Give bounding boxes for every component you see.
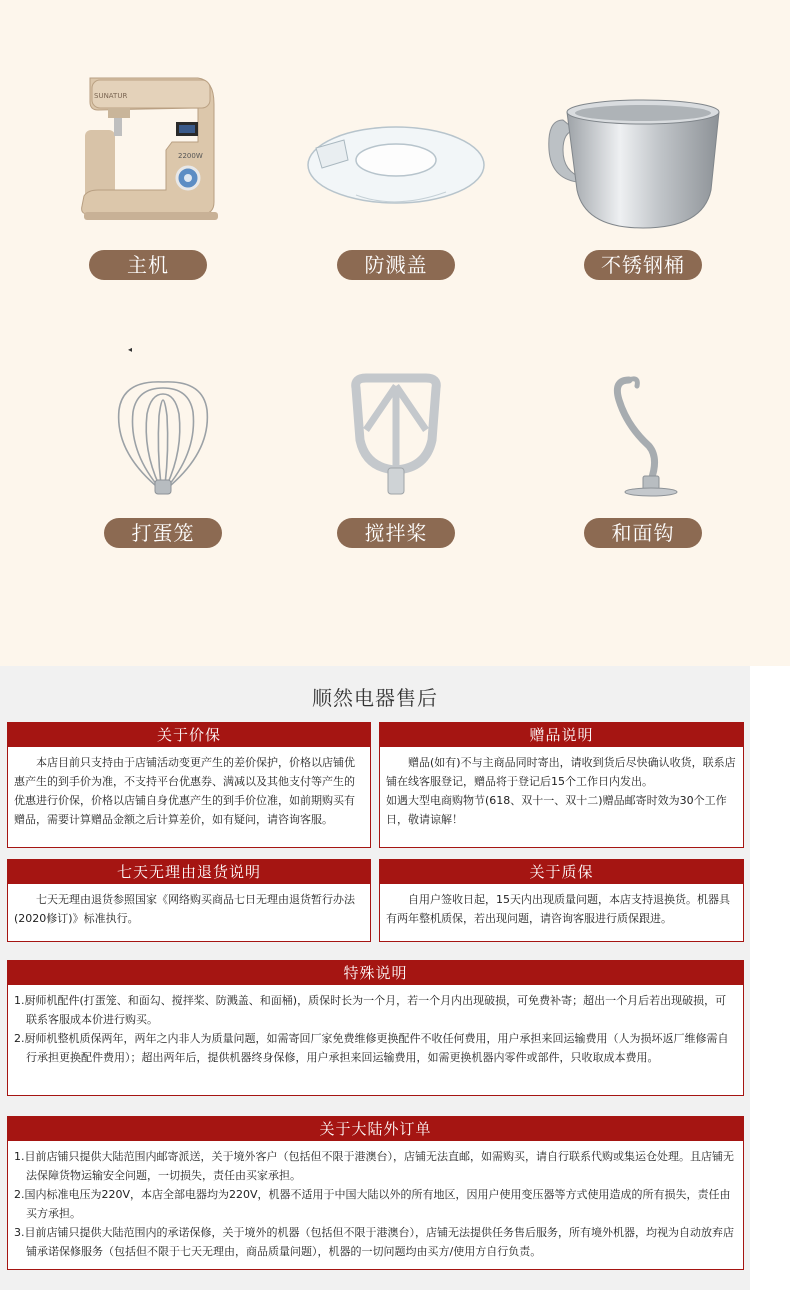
splash-guard-image (296, 60, 496, 230)
accessory-label-flat-beater: 搅拌桨 (337, 518, 455, 548)
steel-bowl-image (543, 60, 743, 230)
whisk-image (63, 330, 263, 500)
return-policy-card (7, 859, 371, 942)
return-policy-heading: 七天无理由退货说明 (8, 860, 370, 884)
special-note-item: 1.厨师机配件(打蛋笼、和面勾、搅拌桨、防溅盖、和面桶)，质保时长为一个月，若一个月内出现破损，可免费补寄；超出一个月后若出现破损，可联系客服成本价进行购买。 (14, 994, 727, 1026)
accessory-label-main-unit: 主机 (89, 250, 207, 280)
warranty-heading: 关于质保 (380, 860, 743, 884)
dough-hook-image (543, 330, 743, 500)
price-protection-card (7, 722, 371, 848)
small-arrow-mark: ◂ (128, 345, 133, 354)
after-sales-section (0, 666, 750, 1290)
accessory-flat-beater (296, 330, 496, 550)
gift-heading: 赠品说明 (380, 723, 743, 747)
accessory-dough-hook (543, 330, 743, 550)
price-protection-heading: 关于价保 (8, 723, 370, 747)
overseas-note-item: 3.目前店铺只提供大陆范围内的承诺保修，关于境外的机器（包括但不限于港澳台），店铺无法提供任务售后服务，所有境外机器，均视为自动放弃店铺承诺保修服务（包括但不限于七天无理由，商品质量问题），机器的一切问题均由买方/使用方自行负责。 (14, 1226, 734, 1258)
gift-text-festival: 如遇大型电商购物节(618、双十一、双十二)赠品邮寄时效为30个工作日，敬请谅解！ (386, 794, 727, 826)
gift-card (379, 722, 744, 848)
accessory-steel-bowl (543, 60, 743, 280)
accessory-label-steel-bowl: 不锈钢桶 (584, 250, 702, 280)
warranty-text: 自用户签收日起，15天内出现质量问题，本店支持退换货。机器具有两年整机质保，若出现问题，请咨询客服进行质保跟进。 (386, 893, 730, 925)
after-sales-title: 顺然电器售后 (312, 686, 438, 710)
mixer-brand-text: SUNATUR (94, 92, 128, 100)
overseas-orders-heading: 关于大陆外订单 (8, 1117, 743, 1141)
accessory-whisk (63, 330, 263, 550)
warranty-card (379, 859, 744, 942)
special-note-item: 2.厨师机整机质保两年，两年之内非人为质量问题，如需寄回厂家免费维修更换配件不收任何费用，用户承担来回运输费用（人为损坏返厂维修需自行承担更换配件费用）；超出两年后，提供机器终身保修，用户承担来回运输费用，如需更换机器内零件或部件，只收取成本费用。 (14, 1032, 729, 1064)
overseas-note-item: 2.国内标准电压为220V，本店全部电器均为220V，机器不适用于中国大陆以外的所有地区，因用户使用变压器等方式使用造成的所有损失，责任由买方承担。 (14, 1188, 731, 1220)
overseas-orders-card (7, 1116, 744, 1270)
stand-mixer-image (48, 60, 248, 230)
special-notes-heading: 特殊说明 (8, 961, 743, 985)
overseas-note-item: 1.目前店铺只提供大陆范围内邮寄派送，关于境外客户（包括但不限于港澳台），店铺无法直邮，如需购买，请自行联系代购或集运仓处理。且店铺无法保障货物运输安全问题，一切损失，责任由买家承担。 (14, 1150, 734, 1182)
flat-beater-image (296, 330, 496, 500)
accessory-label-splash-guard: 防溅盖 (337, 250, 455, 280)
accessory-main-unit (48, 60, 248, 280)
gift-text: 赠品(如有)不与主商品同时寄出，请收到货后尽快确认收货，联系店铺在线客服登记，赠品将于登记后15个工作日内发出。 (386, 756, 736, 788)
price-protection-text: 本店目前只支持由于店铺活动变更产生的差价保护，价格以店铺优惠产生的到手价为准，不支持平台优惠券、满减以及其他支付等产生的优惠进行价保，价格以店铺自身优惠产生的到手价位准，如前期购买有赠品，需要计算赠品金额之后计算差价，如有疑问，请咨询客服。 (14, 756, 355, 826)
mixer-power-text: 2200W (178, 152, 203, 160)
special-notes-card (7, 960, 744, 1096)
accessory-label-dough-hook: 和面钩 (584, 518, 702, 548)
return-policy-text: 七天无理由退货参照国家《网络购买商品七日无理由退货暂行办法(2020修订)》标准执行。 (14, 893, 355, 925)
accessory-splash-guard (296, 60, 496, 280)
accessory-label-whisk: 打蛋笼 (104, 518, 222, 548)
